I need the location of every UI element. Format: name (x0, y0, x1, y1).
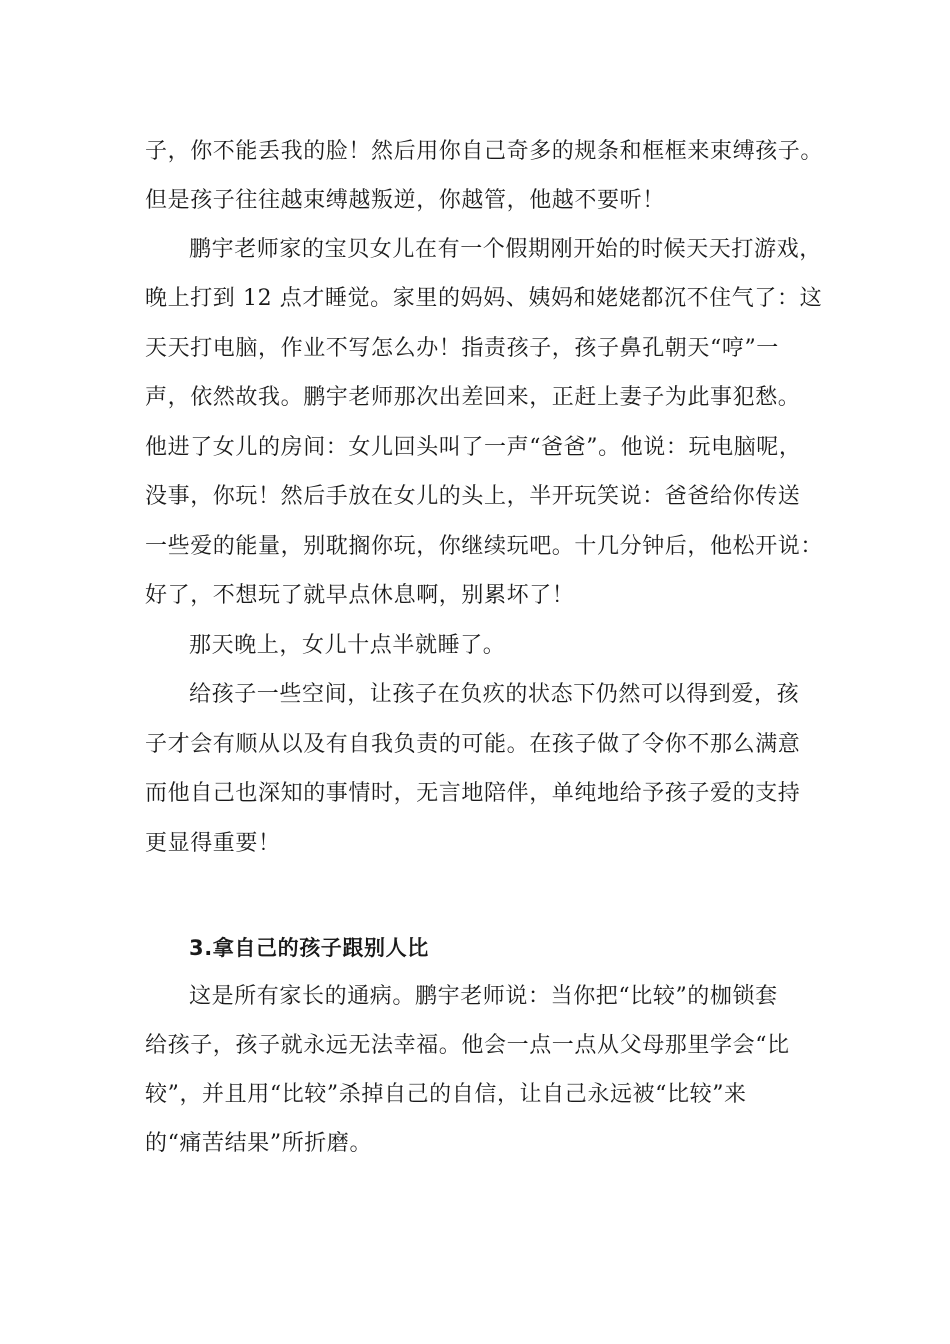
paragraph-line: 天天打电脑，作业不写怎么办！指责孩子，孩子鼻孔朝天“哼”一 (145, 336, 779, 361)
paragraph-line: 子才会有顺从以及有自我负责的可能。在孩子做了令你不那么满意 (145, 732, 801, 757)
paragraph-line: 给孩子一些空间，让孩子在负疚的状态下仍然可以得到爱，孩 (189, 682, 800, 707)
paragraph-line: 子，你不能丢我的脸！然后用你自己奇多的规条和框框来束缚孩子。 (145, 139, 824, 164)
paragraph-line: 一些爱的能量，别耽搁你玩，你继续玩吧。十几分钟后，他松开说： (145, 534, 824, 559)
paragraph-line: 鹏宇老师家的宝贝女儿在有一个假期刚开始的时候天天打游戏， (189, 237, 822, 262)
paragraph-line: 好了，不想玩了就早点休息啊，别累坏了！ (145, 583, 575, 608)
paragraph-line: 的“痛苦结果”所折磨。 (145, 1131, 373, 1156)
paragraph-line: 更显得重要！ (145, 831, 281, 856)
paragraph-line: 但是孩子往往越束缚越叛逆，你越管，他越不要听！ (145, 188, 665, 213)
paragraph-line: 这是所有家长的通病。鹏宇老师说：当你把“比较”的枷锁套 (189, 984, 778, 1009)
paragraph-line: 那天晚上，女儿十点半就睡了。 (189, 633, 506, 658)
paragraph-line: 给孩子，孩子就永远无法幸福。他会一点一点从父母那里学会“比 (145, 1033, 790, 1058)
paragraph-line: 较”，并且用“比较”杀掉自己的自信，让自己永远被“比较”来 (145, 1082, 747, 1107)
paragraph-line: 没事，你玩！然后手放在女儿的头上，半开玩笑说：爸爸给你传送 (145, 484, 801, 509)
paragraph-line: 声，依然故我。鹏宇老师那次出差回来，正赶上妻子为此事犯愁。 (145, 385, 801, 410)
section-heading: 3.拿自己的孩子跟别人比 (189, 936, 429, 960)
paragraph-line: 而他自己也深知的事情时，无言地陪伴，单纯地给予孩子爱的支持 (145, 781, 801, 806)
paragraph-line: 他进了女儿的房间：女儿回头叫了一声“爸爸”。他说：玩电脑呢， (145, 435, 802, 460)
paragraph-line: 晚上打到 12 点才睡觉。家里的妈妈、姨妈和姥姥都沉不住气了：这 (145, 286, 823, 311)
